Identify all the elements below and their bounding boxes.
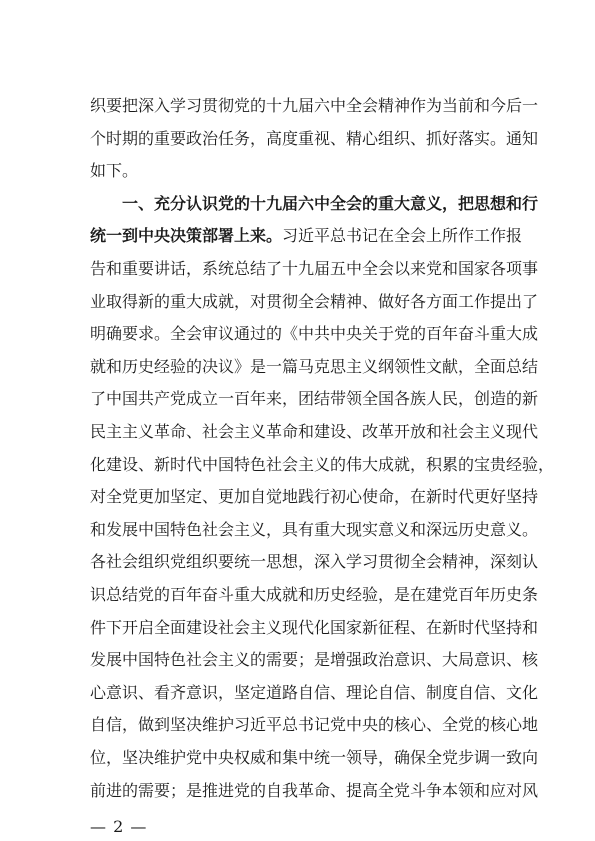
body-line-20: 位，坚决维护党中央权威和集中统一领导，确保全党步调一致向 (90, 748, 539, 767)
body-line-1: 织要把深入学习贯彻党的十九届六中全会精神作为当前和今后一 (90, 96, 539, 115)
body-line-18: 心意识、看齐意识，坚定道路自信、理论自信、制度自信、文化 (90, 683, 539, 702)
section-heading-line-2: 统一到中央决策部署上来。 (90, 226, 283, 245)
body-line-7: 明确要求。全会审议通过的《中共中央关于党的百年奋斗重大成 (90, 324, 539, 343)
body-line-8: 就和历史经验的决议》是一篇马克思主义纲领性文献，全面总结 (90, 357, 539, 376)
body-line-16: 件下开启全面建设社会主义现代化国家新征程、在新时代坚持和 (90, 618, 539, 637)
body-line-19: 自信，做到坚决维护习近平总书记党中央的核心、全党的核心地 (90, 715, 539, 734)
body-line-4: 习近平总书记在全会上所作工作报 (282, 226, 523, 245)
section-heading-line-1: 一、充分认识党的十九届六中全会的重大意义，把思想和行 (122, 194, 539, 213)
body-line-14: 各社会组织党组织要统一思想，深入学习贯彻全会精神，深刻认 (90, 552, 539, 571)
body-line-15: 识总结党的百年奋斗重大成就和历史经验，是在建党百年历史条 (90, 585, 539, 604)
heading-continuation-line (90, 224, 522, 248)
body-line-3: 如下。 (90, 161, 139, 180)
body-line-12: 对全党更加坚定、更加自觉地践行初心使命，在新时代更好坚持 (90, 487, 539, 506)
body-line-17: 发展中国特色社会主义的需要；是增强政治意识、大局意识、核 (90, 650, 539, 669)
body-line-2: 个时期的重要政治任务，高度重视、精心组织、抓好落实。通知 (90, 129, 539, 148)
body-line-6: 业取得新的重大成就，对贯彻全会精神、做好各方面工作提出了 (90, 292, 539, 311)
body-line-11: 化建设、新时代中国特色社会主义的伟大成就，积累的宝贵经验， (90, 455, 555, 474)
page-number: — 2 — (90, 817, 148, 836)
body-line-10: 民主主义革命、社会主义革命和建设、改革开放和社会主义现代 (90, 422, 539, 441)
body-line-21: 前进的需要；是推进党的自我革命、提高全党斗争本领和应对风 (90, 781, 539, 800)
body-line-9: 了中国共产党成立一百年来，团结带领全国各族人民，创造的新 (90, 389, 539, 408)
body-line-13: 和发展中国特色社会主义，具有重大现实意义和深远历史意义。 (90, 520, 539, 539)
body-line-5: 告和重要讲话，系统总结了十九届五中全会以来党和国家各项事 (90, 259, 539, 278)
